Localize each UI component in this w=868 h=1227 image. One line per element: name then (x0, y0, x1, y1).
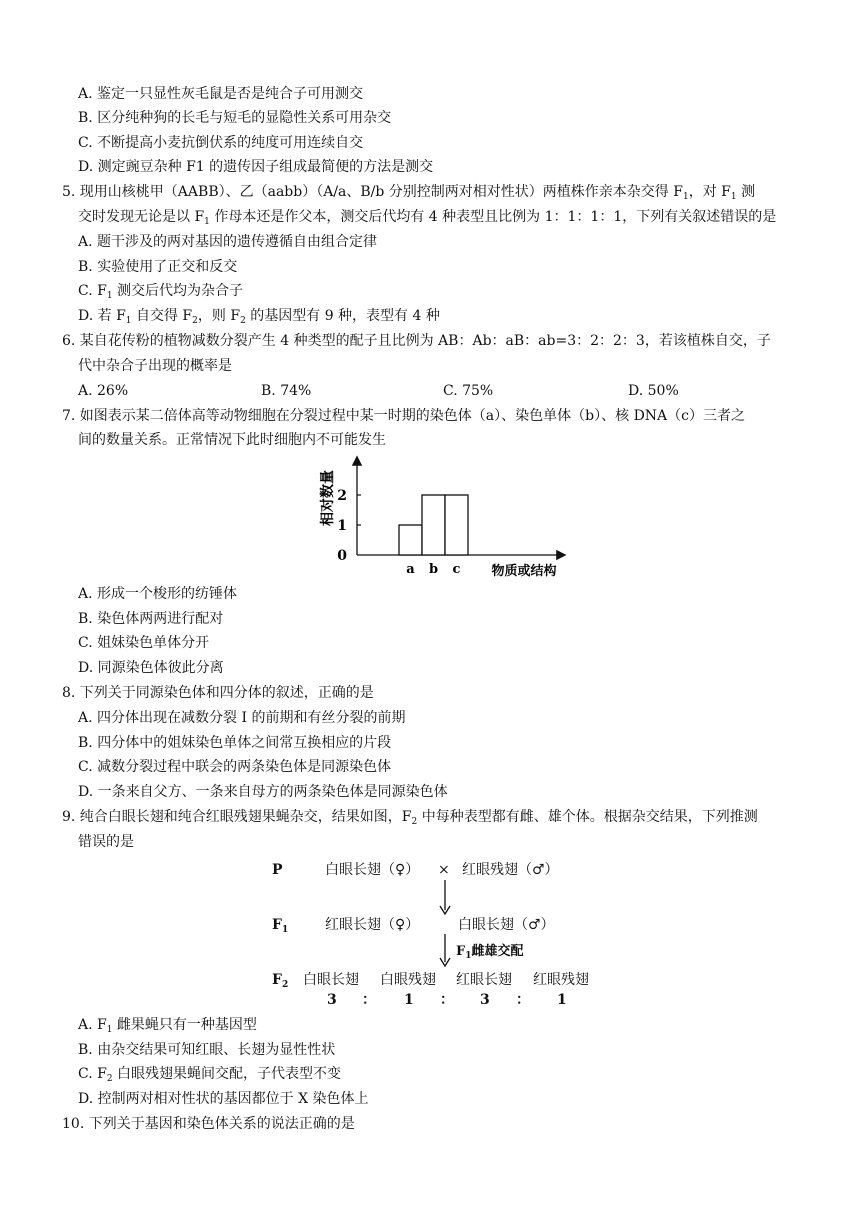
cross-f2-label: $F_2$ (272, 972, 289, 990)
cross-f2-type-1: 白眼长翅 (303, 972, 359, 988)
bar-a (399, 525, 422, 555)
q9-option-d: D. 控制两对相对性状的基因都位于 X 染色体上 (78, 1091, 369, 1107)
q6-stem-line2: 代中杂合子出现的概率是 (78, 358, 232, 374)
q6-option-d: D. 50% (628, 383, 679, 399)
x-tick-label-b: b (428, 562, 439, 577)
q4-option-d: D. 测定豌豆杂种 F1 的遗传因子组成最简便的方法是测交 (78, 159, 434, 175)
q5-option-a: A. 题干涉及的两对基因的遗传遵循自由组合定律 (78, 234, 378, 250)
q8-stem: 8. 下列关于同源染色体和四分体的叙述，正确的是 (62, 685, 374, 701)
q7-option-a: A. 形成一个梭形的纺锤体 (78, 586, 238, 602)
cross-ratio-3: 3 (480, 992, 490, 1008)
cross-f2-type-4: 红眼残翅 (533, 972, 589, 988)
q9-stem-line1: 9. 纯合白眼长翅和纯合红眼残翅果蝇杂交，结果如图，$F_2$ 中每种表型都有雌、雄个体。根据杂交结果，下列推测 (62, 809, 758, 827)
q7-stem-line2: 间的数量关系。正常情况下此时细胞内不可能发生 (78, 432, 386, 448)
q10-stem: 10. 下列关于基因和染色体关系的说法正确的是 (62, 1116, 355, 1132)
cross-f2-type-2: 白眼残翅 (380, 972, 436, 988)
cross-ratio-4: 1 (557, 992, 567, 1008)
q9-option-c: C. $F_2$ 白眼残翅果蝇间交配，子代表型不变 (78, 1066, 342, 1084)
q5-stem-line1: 5. 现用山核桃甲（AABB）、乙（aabb）（A/a、B/b 分别控制两对相对性状）两植株作亲本杂交得 $F_1$，对 $F_1$ 测 (62, 184, 756, 202)
x-tick-label-a: a (406, 562, 415, 577)
q5-option-b: B. 实验使用了正交和反交 (78, 259, 238, 275)
cross-f1-mating: $F_1$雌雄交配 (456, 944, 524, 961)
q9-option-b: B. 由杂交结果可知红眼、长翅为显性性状 (78, 1042, 336, 1058)
cross-ratio-colon-2: ： (440, 992, 454, 1008)
cross-times: × (438, 862, 450, 878)
cross-f1-female: 红眼长翅（♀） (325, 917, 420, 933)
q6-option-a: A. 26% (78, 383, 129, 399)
q8-option-a: A. 四分体出现在减数分裂 I 的前期和有丝分裂的前期 (78, 710, 406, 726)
q7-bar-chart (300, 450, 580, 585)
q8-option-d: D. 一条来自父方、一条来自母方的两条染色体是同源染色体 (78, 784, 448, 800)
cross-ratio-colon-1: ： (362, 992, 376, 1008)
bar-c (445, 495, 468, 555)
q6-stem-line1: 6. 某自花传粉的植物减数分裂产生 4 种类型的配子且比例为 AB：Ab：aB：ab=3：2：2：3，若该植株自交，子 (62, 333, 771, 349)
cross-arrow-1 (438, 880, 452, 916)
q8-option-b: B. 四分体中的姐妹染色单体之间常互换相应的片段 (78, 735, 392, 751)
cross-f1-male: 白眼长翅（♂） (458, 917, 555, 933)
q5-stem-line2: 交时发现无论是以 $F_1$ 作母本还是作父本，测交后代均有 4 种表型且比例为 1：1：1：1，下列有关叙述错误的是 (78, 209, 777, 227)
q6-option-c: C. 75% (443, 383, 494, 399)
q4-option-a: A. 鉴定一只显性灰毛鼠是否是纯合子可用测交 (78, 86, 364, 102)
q5-option-c: C. $F_1$ 测交后代均为杂合子 (78, 283, 244, 301)
bar-b (422, 495, 445, 555)
q7-stem-line1: 7. 如图表示某二倍体高等动物细胞在分裂过程中某一时期的染色体（a）、染色单体（b）、核 DNA（c）三者之 (62, 408, 745, 424)
q9-option-a: A. $F_1$ 雌果蝇只有一种基因型 (78, 1017, 257, 1035)
y-tick-label: 1 (337, 518, 347, 534)
q9-stem-line2: 错误的是 (78, 834, 134, 850)
q6-option-b: B. 74% (261, 383, 312, 399)
y-tick-label: 2 (337, 488, 347, 504)
cross-arrow-2 (438, 934, 452, 968)
cross-p-label: P (272, 862, 283, 878)
q7-option-c: C. 姐妹染色单体分开 (78, 635, 210, 651)
y-axis-label: 相对数量 (320, 470, 336, 526)
q7-option-b: B. 染色体两两进行配对 (78, 611, 224, 627)
cross-ratio-2: 1 (404, 992, 414, 1008)
q5-option-d: D. 若 $F_1$ 自交得 $F_2$，则 $F_2$ 的基因型有 9 种，表型有 4 种 (78, 308, 440, 326)
q8-option-c: C. 减数分裂过程中联会的两条染色体是同源染色体 (78, 759, 392, 775)
cross-ratio-colon-3: ： (516, 992, 530, 1008)
cross-p-male: 红眼残翅（♂） (462, 862, 559, 878)
cross-f1-label: $F_1$ (272, 917, 289, 935)
x-tick-label-c: c (452, 562, 461, 577)
q4-option-c: C. 不断提高小麦抗倒伏系的纯度可用连续自交 (78, 135, 364, 151)
q7-option-d: D. 同源染色体彼此分离 (78, 660, 224, 676)
x-axis-label: 物质或结构 (491, 564, 557, 579)
cross-ratio-1: 3 (327, 992, 337, 1008)
cross-f2-type-3: 红眼长翅 (456, 972, 512, 988)
y-tick-label: 0 (337, 548, 347, 564)
q4-option-b: B. 区分纯种狗的长毛与短毛的显隐性关系可用杂交 (78, 110, 392, 126)
cross-p-female: 白眼长翅（♀） (325, 862, 420, 878)
